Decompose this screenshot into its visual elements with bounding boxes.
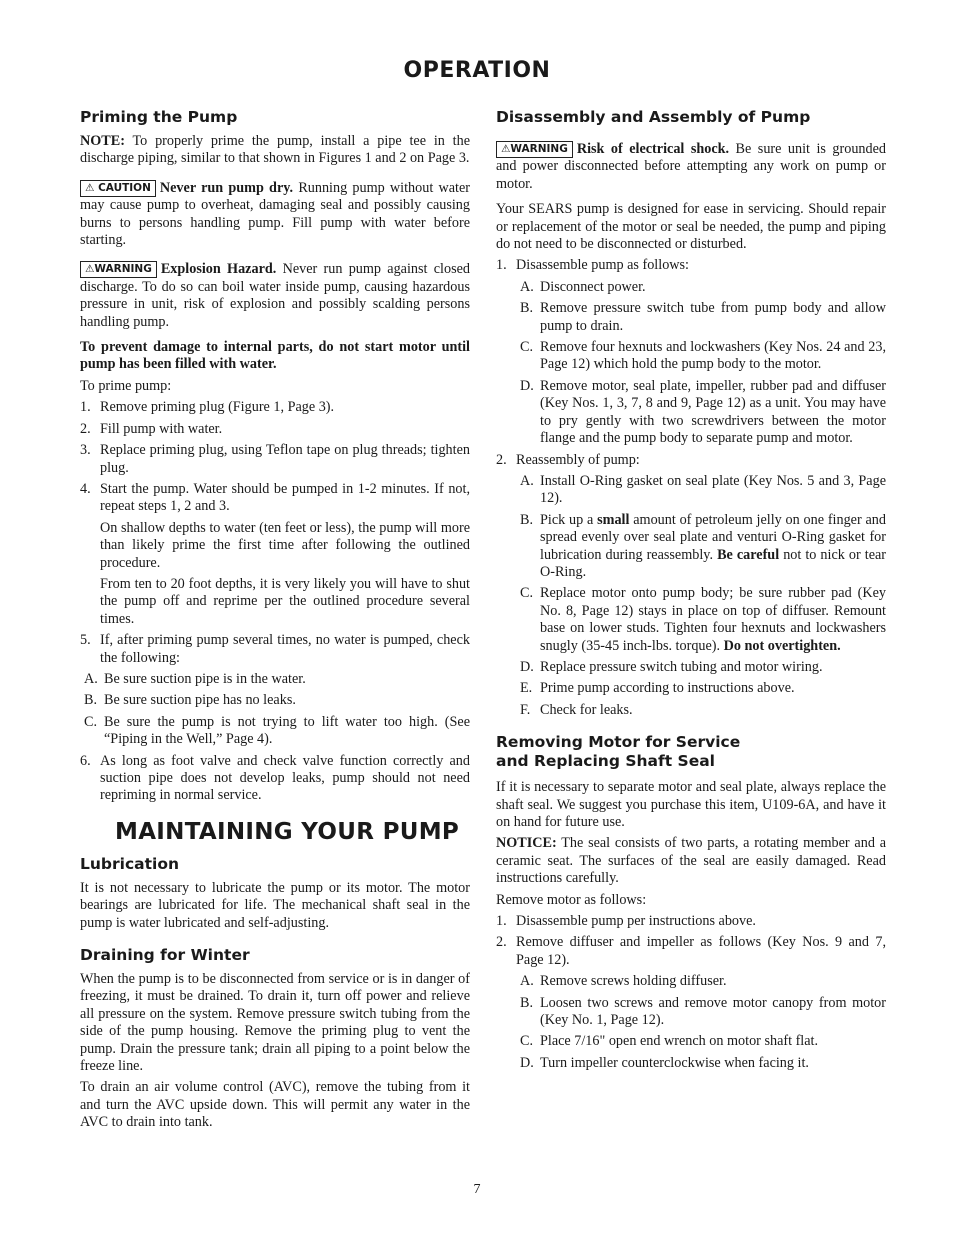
sub-number: D. [520, 377, 534, 394]
list-item [516, 473, 886, 508]
list-item [516, 279, 886, 296]
sub-number: C. [520, 585, 534, 602]
sub-text: Replace pressure switch tubing and motor wiring. [540, 658, 823, 675]
sub-text: Turn impeller counterclockwise when facing it. [540, 1054, 809, 1071]
sub-text: Remove motor, seal plate, impeller, rubber pad and diffuser (Key Nos. 1, 3, 7, 8 and 9, Page 12) as a unit. You may have to pry gently with two screwdrivers between the motor flange and the pump body to separate pump and motor. [540, 377, 886, 447]
list-item [496, 913, 886, 930]
sub-text: not to nick or tear O-Ring. [540, 546, 887, 580]
list-item [516, 1055, 886, 1072]
list-item [80, 421, 470, 438]
step-number: 1. [496, 257, 507, 274]
explosion-warning-paragraph [80, 261, 470, 331]
list-item [516, 585, 886, 655]
caution-paragraph [80, 180, 470, 250]
list-item [496, 257, 886, 447]
sub-number: A. [520, 278, 534, 295]
reassemble-substeps [516, 473, 886, 719]
note-paragraph [80, 133, 470, 168]
list-item [516, 702, 886, 719]
step-text: Replace priming plug, using Teflon tape on plug threads; tighten plug. [100, 442, 470, 476]
step5-checks [80, 671, 470, 749]
shock-warning-paragraph [496, 141, 886, 193]
list-item [516, 680, 886, 697]
page-title: OPERATION [403, 58, 551, 83]
sub-number: B. [520, 994, 534, 1011]
disassembly-intro: Your SEARS pump is designed for ease in servicing. Should repair or replacement of the motor or seal be needed, the pump and piping do not need to be disconnected or disturbed. [496, 201, 886, 253]
caution-bold: Never run pump dry. [159, 179, 294, 196]
sub-number: D. [520, 658, 534, 675]
list-item [516, 512, 886, 582]
sub-text: Loosen two screws and remove motor canopy from motor (Key No. 1, Page 12). [540, 994, 886, 1029]
sub-text: Be sure the pump is not trying to lift water too high. (See “Piping in the Well,” Page 4). [104, 713, 470, 748]
sub-text: Be sure suction pipe is in the water. [104, 670, 306, 687]
lubrication-heading: Lubrication [80, 854, 180, 873]
list-item [516, 995, 886, 1030]
step-text: As long as foot valve and check valve function correctly and suction pipe does not develop leaks, pump should not need repriming in normal service. [100, 752, 470, 804]
prime-intro: To prime pump: [80, 377, 172, 394]
note-label: NOTE: [80, 133, 125, 149]
list-item [80, 399, 470, 416]
sub-number: B. [520, 511, 534, 528]
list-item [80, 442, 470, 477]
step-text: Start the pump. Water should be pumped in 1-2 minutes. If not, repeat steps 1, 2 and 3. [100, 480, 470, 515]
draining-text-2: To drain an air volume control (AVC), remove the tubing from it and turn the AVC upside down. This will permit any water in the AVC to drain into tank. [80, 1079, 470, 1131]
step-number: 6. [80, 752, 91, 769]
step-number: 1. [496, 913, 507, 930]
list-item [496, 934, 886, 1072]
sub-text: amount of petroleum jelly on one finger and spread evenly over seal plate and venturi O-Ring gasket for lubrication during reassembly. [540, 511, 886, 563]
sub-number: C. [520, 339, 534, 356]
priming-heading: Priming the Pump [80, 108, 238, 126]
step4-para1: On shallow depths to water (ten feet or less), the pump will more than likely prime the first time after following the outlined procedure. [100, 519, 470, 571]
sub-number: A. [520, 973, 534, 990]
step-number: 1. [80, 399, 91, 416]
removing-heading-line1: Removing Motor for Service [496, 733, 741, 752]
note-text: To properly prime the pump, install a pipe tee in the discharge piping, similar to that shown in Figures 1 and 2 on Page 3. [80, 133, 470, 167]
remove-intro: Remove motor as follows: [496, 891, 647, 908]
sub-number: C. [84, 713, 98, 730]
lubrication-text: It is not necessary to lubricate the pump or its motor. The motor bearings are lubricated for life. The mechanical shaft seal in the pump is water lubricated and self-adjusting. [80, 879, 470, 931]
sub-text: Prime pump according to instructions above. [540, 680, 795, 697]
step-number: 3. [80, 442, 91, 459]
step-text: Remove diffuser and impeller as follows (Key Nos. 9 and 7, Page 12). [516, 934, 886, 968]
sub-number: E. [520, 680, 533, 697]
removing-heading [496, 733, 886, 771]
step-number: 4. [80, 480, 91, 497]
step-number: 2. [80, 420, 91, 437]
step-number: 2. [496, 934, 507, 951]
warning-text: Never run pump against closed discharge. To do so can boil water inside pump, causing hazardous pressure in unit, risk of explosion and possibly scalding persons handling pump. [80, 261, 470, 330]
sub-text: Pick up a [540, 511, 598, 528]
disassemble-substeps [516, 279, 886, 448]
step-text: Fill pump with water. [100, 420, 223, 437]
list-item [496, 452, 886, 720]
list-item [516, 300, 886, 335]
step-number: 2. [496, 451, 507, 468]
step-number: 5. [80, 632, 91, 649]
step-text: If, after priming pump several times, no water is pumped, check the following: [100, 632, 470, 666]
sub-number: B. [520, 300, 534, 317]
removing-steps [496, 913, 886, 1072]
list-item [516, 339, 886, 374]
removing-text: If it is necessary to separate motor and seal plate, always replace the shaft seal. We suggest you purchase this item, U109-6A, and have it on hand for future use. [496, 779, 886, 830]
emphasis-careful: Be careful [717, 546, 780, 563]
list-item [80, 632, 470, 748]
list-item [516, 973, 886, 990]
sub-number: B. [84, 692, 98, 709]
step-text: Disassemble pump per instructions above. [516, 913, 756, 930]
sub-text: Install O-Ring gasket on seal plate (Key Nos. 5 and 3, Page 12). [540, 472, 886, 507]
sub-text: Remove screws holding diffuser. [540, 973, 727, 990]
sub-number: F. [520, 701, 531, 718]
notice-paragraph [496, 835, 886, 887]
sub-text: Be sure suction pipe has no leaks. [104, 692, 296, 709]
disassembly-heading: Disassembly and Assembly of Pump [496, 108, 811, 126]
maintaining-heading: MAINTAINING YOUR PUMP [115, 818, 460, 845]
priming-steps [80, 399, 470, 805]
sub-text: Check for leaks. [540, 701, 633, 718]
list-item [516, 378, 886, 448]
notice-text: The seal consists of two parts, a rotating member and a ceramic seat. The surfaces of the seal are easily damaged. Read instructions carefully. [496, 835, 886, 887]
sub-number: A. [520, 472, 534, 489]
sub-number: C. [520, 1033, 534, 1050]
list-item [80, 481, 470, 628]
sub-text: Remove four hexnuts and lockwashers (Key Nos. 24 and 23, Page 12) which hold the pump body to the motor. [540, 339, 886, 373]
left-column [80, 108, 470, 1136]
list-item [80, 714, 470, 749]
list-item [80, 671, 470, 688]
list-item [80, 692, 470, 709]
step-text: Reassembly of pump: [516, 451, 640, 468]
caution-text: Running pump without water may cause pump to overheat, damaging seal and possibly causing burns to persons handling pump. Fill pump with water before starting. [80, 179, 470, 249]
warning-bold: Risk of electrical shock. [576, 141, 730, 157]
sub-text: Disconnect power. [540, 278, 646, 295]
list-item [516, 1033, 886, 1050]
step4-para2: From ten to 20 foot depths, it is very likely you will have to shut the pump off and reprime per the outlined procedure several times. [100, 575, 470, 627]
page-number: 7 [473, 1182, 481, 1197]
warning-bold: Explosion Hazard. [160, 261, 277, 278]
step-text: Remove priming plug (Figure 1, Page 3). [100, 399, 335, 416]
emphasis-overtighten: Do not overtighten. [723, 637, 841, 654]
disassembly-steps [496, 257, 886, 719]
warning-badge: ⚠WARNING [80, 261, 157, 278]
draining-text-1: When the pump is to be disconnected from service or is in danger of freezing, it must be drained. To drain it, turn off power and relieve all pressure on the system. Remove pressure switch tubing from the side of the pump housing. Remove the priming plug to vent the pump. Drain the pressure tank; drain all piping to a point below the freeze line. [80, 971, 470, 1075]
caution-badge: ⚠ CAUTION [80, 180, 156, 197]
list-item [516, 659, 886, 676]
step-text: Disassemble pump as follows: [516, 257, 689, 274]
emphasis-small: small [597, 511, 630, 528]
sub-text: Remove pressure switch tube from pump body and allow pump to drain. [540, 300, 886, 334]
warning-badge: ⚠WARNING [496, 141, 573, 158]
removing-heading-line2: and Replacing Shaft Seal [496, 752, 715, 771]
warning-text: Be sure unit is grounded and power disconnected before attempting any work on pump or motor. [496, 141, 886, 192]
prevent-damage-text: To prevent damage to internal parts, do not start motor until pump has been filled with water. [80, 339, 470, 373]
sub-number: A. [84, 670, 98, 687]
sub-text: Replace motor onto pump body; be sure rubber pad (Key No. 8, Page 12) stays in place on top of diffuser. Remount base on lower studs. Tighten four hexnuts and lockwashers snugly (35-45 inch-lbs. torque). [540, 585, 886, 654]
notice-label: NOTICE: [496, 835, 557, 852]
draining-heading: Draining for Winter [80, 946, 250, 965]
list-item [80, 753, 470, 805]
sub-text: Place 7/16" open end wrench on motor shaft flat. [540, 1033, 819, 1050]
removing-substeps [516, 973, 886, 1072]
right-column [496, 108, 886, 1076]
sub-number: D. [520, 1054, 534, 1071]
